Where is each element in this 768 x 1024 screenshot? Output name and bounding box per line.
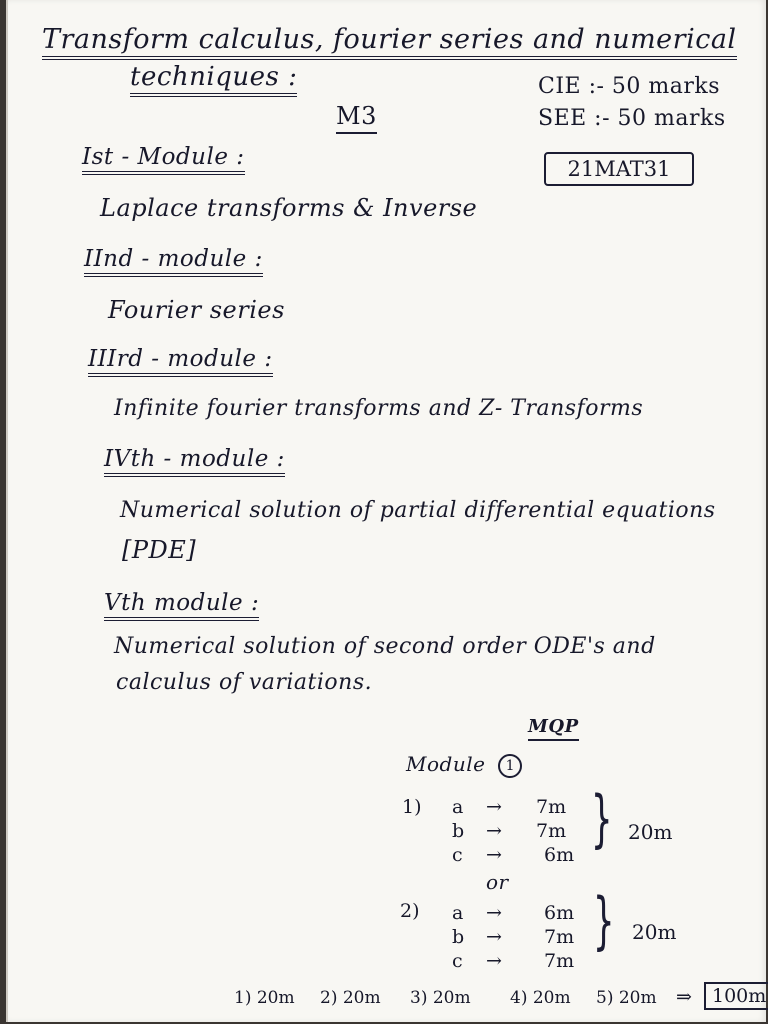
opt1-row2-marks: 7m — [536, 820, 567, 842]
module-5-topic: Numerical solution of second order ODE's and — [114, 634, 656, 659]
summary-item-1: 1) 20m — [234, 988, 295, 1008]
subject-tag: M3 — [336, 102, 377, 134]
opt2-row3-marks: 7m — [544, 950, 575, 972]
summary-total-box: 100m — [704, 982, 768, 1010]
module-1-topic: Laplace transforms & Inverse — [100, 194, 478, 222]
opt2-total: 20m — [632, 920, 677, 944]
opt1-row2-arrow: → — [486, 820, 502, 842]
summary-item-2: 2) 20m — [320, 988, 381, 1008]
opt2-brace: } — [592, 884, 615, 957]
opt1-row2-part: b — [452, 820, 465, 842]
module-4-heading: IVth - module : — [104, 446, 285, 477]
course-code-box: 21MAT31 — [544, 152, 694, 186]
notebook-page — [6, 0, 766, 1022]
module-4-topic: Numerical solution of partial differential equations — [120, 498, 716, 523]
opt1-total: 20m — [628, 820, 673, 844]
mqp-heading: MQP — [528, 716, 579, 741]
opt1-row3-arrow: → — [486, 844, 502, 866]
opt2-row1-arrow: → — [486, 902, 502, 924]
opt1-row3-part: c — [452, 844, 463, 866]
opt2-row1-part: a — [452, 902, 464, 924]
module-1-heading: Ist - Module : — [82, 144, 245, 175]
opt2-row3-arrow: → — [486, 950, 502, 972]
module-5-heading: Vth module : — [104, 590, 259, 621]
module-3-heading: IIIrd - module : — [88, 346, 273, 377]
summary-item-3: 3) 20m — [410, 988, 471, 1008]
option-1-number: 1) — [402, 796, 422, 818]
opt2-row2-arrow: → — [486, 926, 502, 948]
summary-arrow: ⇒ — [676, 986, 692, 1008]
module-number-circle: 1 — [498, 754, 522, 778]
summary-item-4: 4) 20m — [510, 988, 571, 1008]
map-module-label — [406, 752, 522, 778]
opt2-row2-marks: 7m — [544, 926, 575, 948]
opt2-row1-marks: 6m — [544, 902, 575, 924]
cie-marks: CIE :- 50 marks — [538, 74, 721, 99]
page-title-line2: techniques : — [130, 62, 297, 97]
opt1-row3-marks: 6m — [544, 844, 575, 866]
page-title-line1: Transform calculus, fourier series and numerical — [42, 24, 737, 60]
module-3-topic: Infinite fourier transforms and Z- Transforms — [114, 396, 644, 421]
opt1-row1-marks: 7m — [536, 796, 567, 818]
opt2-row3-part: c — [452, 950, 463, 972]
opt2-row2-part: b — [452, 926, 465, 948]
module-2-topic: Fourier series — [108, 296, 285, 324]
see-marks: SEE :- 50 marks — [538, 106, 726, 131]
map-module-text: Module — [406, 752, 486, 776]
summary-item-5: 5) 20m — [596, 988, 657, 1008]
module-2-heading: IInd - module : — [84, 246, 263, 277]
module-4-topic-abbr: [PDE] — [122, 536, 197, 564]
module-5-topic-line2: calculus of variations. — [116, 670, 373, 695]
opt1-row1-part: a — [452, 796, 464, 818]
option-2-number: 2) — [400, 900, 420, 922]
opt1-brace: } — [590, 782, 613, 855]
opt1-row1-arrow: → — [486, 796, 502, 818]
or-label: or — [486, 870, 509, 894]
